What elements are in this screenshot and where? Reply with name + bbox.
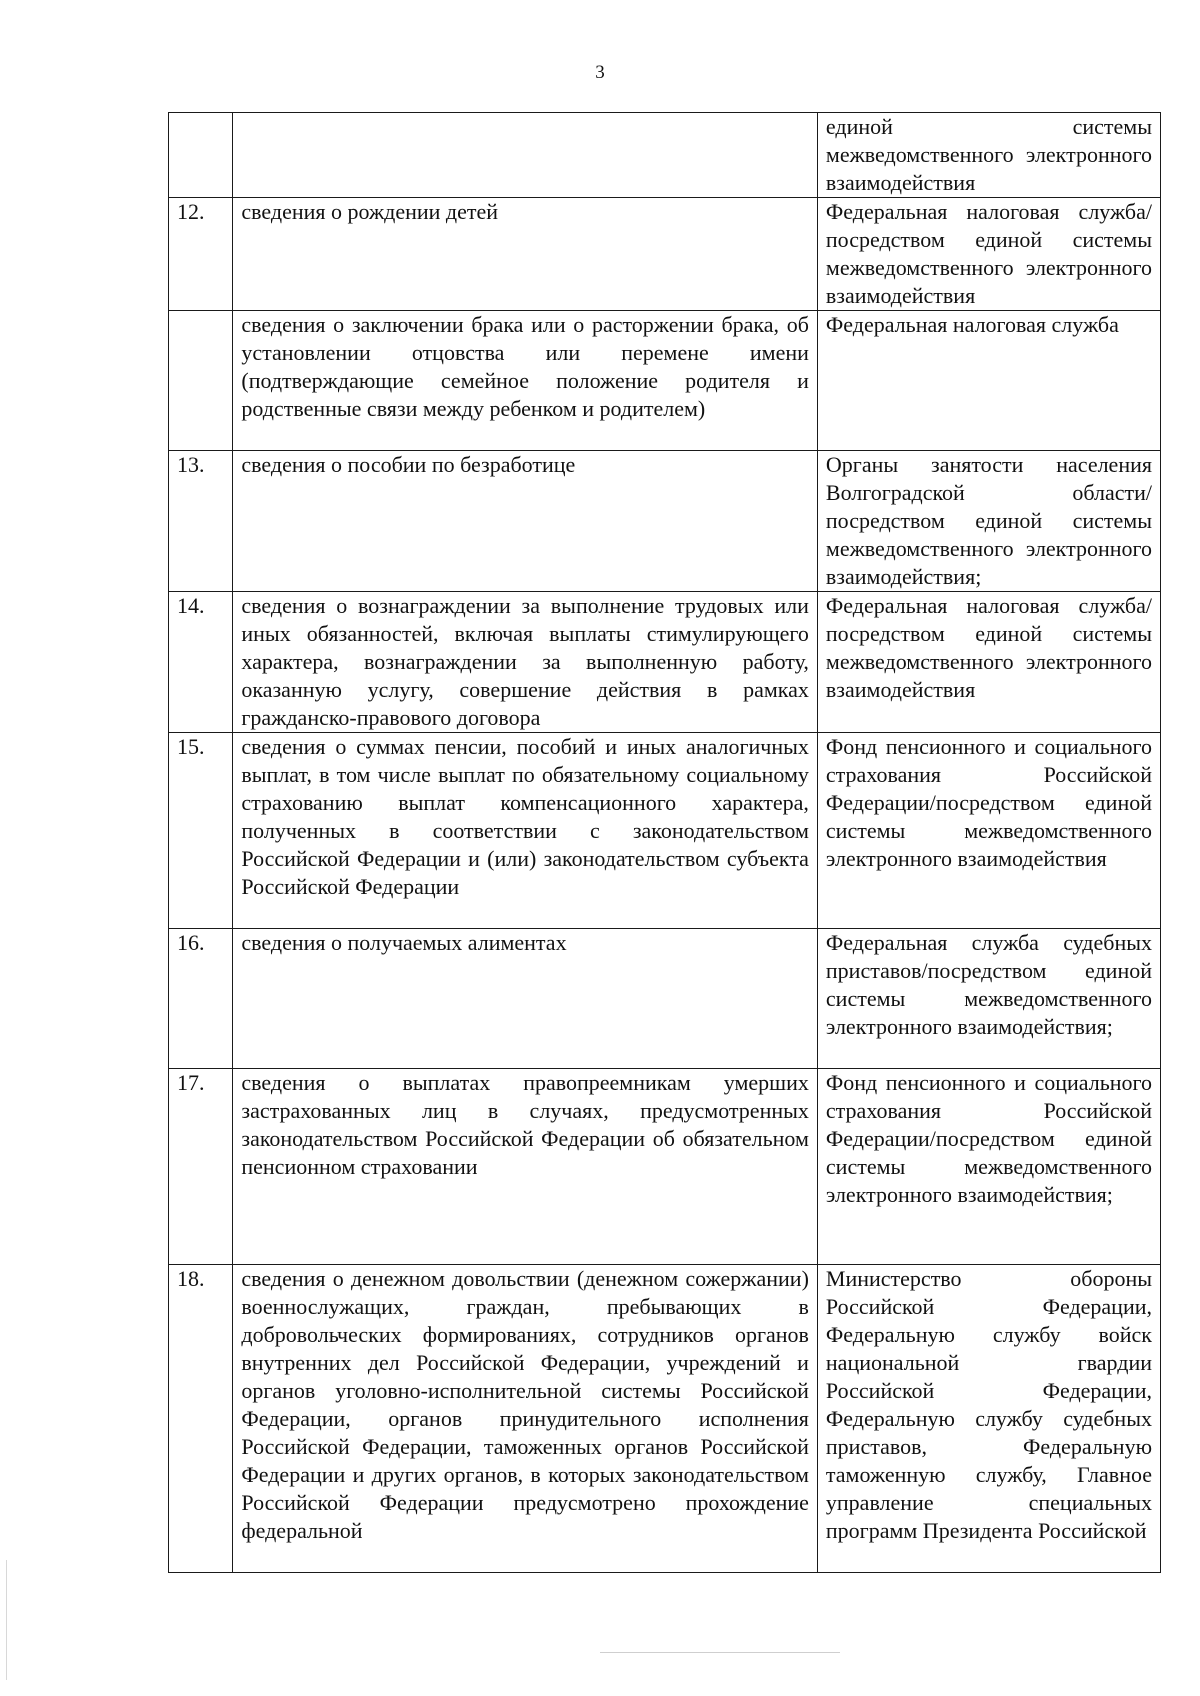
row-description: сведения о вознаграждении за выполнение трудовых или иных обязанностей, включая выплаты стимулирующего характера, вознаграждении за выполненную работу, оказанную услугу, совершение действия в рамках гражданско-правового договора bbox=[233, 592, 818, 733]
row-number: 14. bbox=[169, 592, 233, 733]
table-row bbox=[169, 592, 1161, 733]
row-description: сведения о заключении брака или о расторжении брака, об установлении отцовства или перемене имени (подтверждающие семейное положение родителя и родственные связи между ребенком и родителем) bbox=[233, 311, 818, 451]
table-row bbox=[169, 1069, 1161, 1265]
row-source: Федеральная налоговая служба/посредством единой системы межведомственного электронного взаимодействия bbox=[817, 198, 1160, 311]
row-description bbox=[233, 113, 818, 198]
row-description: сведения о получаемых алиментах bbox=[233, 929, 818, 1069]
table-row bbox=[169, 198, 1161, 311]
scan-artifact-edge bbox=[6, 1560, 7, 1680]
row-number: 12. bbox=[169, 198, 233, 311]
row-description: сведения о денежном довольствии (денежном сожержании) военнослужащих, граждан, пребывающих в добровольческих формированиях, сотрудников органов внутренних дел Российской Федерации, учреждений и органов уголовно-исполнительной системы Российской Федерации, органов принудительного исполнения Российской Федерации, таможенных органов Российской Федерации и других органов, в которых законодательством Российской Федерации предусмотрено прохождение федеральной bbox=[233, 1265, 818, 1573]
row-source: Органы занятости населения Волгоградской области/ посредством единой системы межведомственного электронного взаимодействия; bbox=[817, 451, 1160, 592]
row-description: сведения о выплатах правопреемникам умерших застрахованных лиц в случаях, предусмотренных законодательством Российской Федерации об обязательном пенсионном страховании bbox=[233, 1069, 818, 1265]
table-row bbox=[169, 113, 1161, 198]
row-number: 16. bbox=[169, 929, 233, 1069]
table-row bbox=[169, 1265, 1161, 1573]
services-table bbox=[168, 112, 1161, 1573]
scan-artifact-line bbox=[600, 1652, 840, 1653]
row-number: 18. bbox=[169, 1265, 233, 1573]
row-description: сведения о рождении детей bbox=[233, 198, 818, 311]
row-description: сведения о суммах пенсии, пособий и иных аналогичных выплат, в том числе выплат по обязательному социальному страхованию выплат компенсационного характера, полученных в соответствии с законодательством Российской Федерации и (или) законодательством субъекта Российской Федерации bbox=[233, 733, 818, 929]
table-row bbox=[169, 451, 1161, 592]
row-number bbox=[169, 113, 233, 198]
table-row bbox=[169, 929, 1161, 1069]
page-number: 3 bbox=[595, 62, 605, 83]
row-source: Фонд пенсионного и социального страхования Российской Федерации/посредством единой системы межведомственного электронного взаимодействия; bbox=[817, 1069, 1160, 1265]
row-number: 15. bbox=[169, 733, 233, 929]
row-source: Фонд пенсионного и социального страхования Российской Федерации/посредством единой системы межведомственного электронного взаимодействия bbox=[817, 733, 1160, 929]
row-source: Федеральная служба судебных приставов/посредством единой системы межведомственного электронного взаимодействия; bbox=[817, 929, 1160, 1069]
row-source: Федеральная налоговая служба/посредством единой системы межведомственного электронного взаимодействия bbox=[817, 592, 1160, 733]
table-row bbox=[169, 311, 1161, 451]
row-source: единой системы межведомственного электронного взаимодействия bbox=[817, 113, 1160, 198]
table-row bbox=[169, 733, 1161, 929]
row-description: сведения о пособии по безработице bbox=[233, 451, 818, 592]
row-number: 17. bbox=[169, 1069, 233, 1265]
row-number bbox=[169, 311, 233, 451]
row-number: 13. bbox=[169, 451, 233, 592]
row-source: Федеральная налоговая служба bbox=[817, 311, 1160, 451]
row-source: Министерство обороны Российской Федерации, Федеральную службу войск национальной гвардии Российской Федерации, Федеральную службу судебных приставов, Федеральную таможенную службу, Главное управление специальных программ Президента Российской bbox=[817, 1265, 1160, 1573]
